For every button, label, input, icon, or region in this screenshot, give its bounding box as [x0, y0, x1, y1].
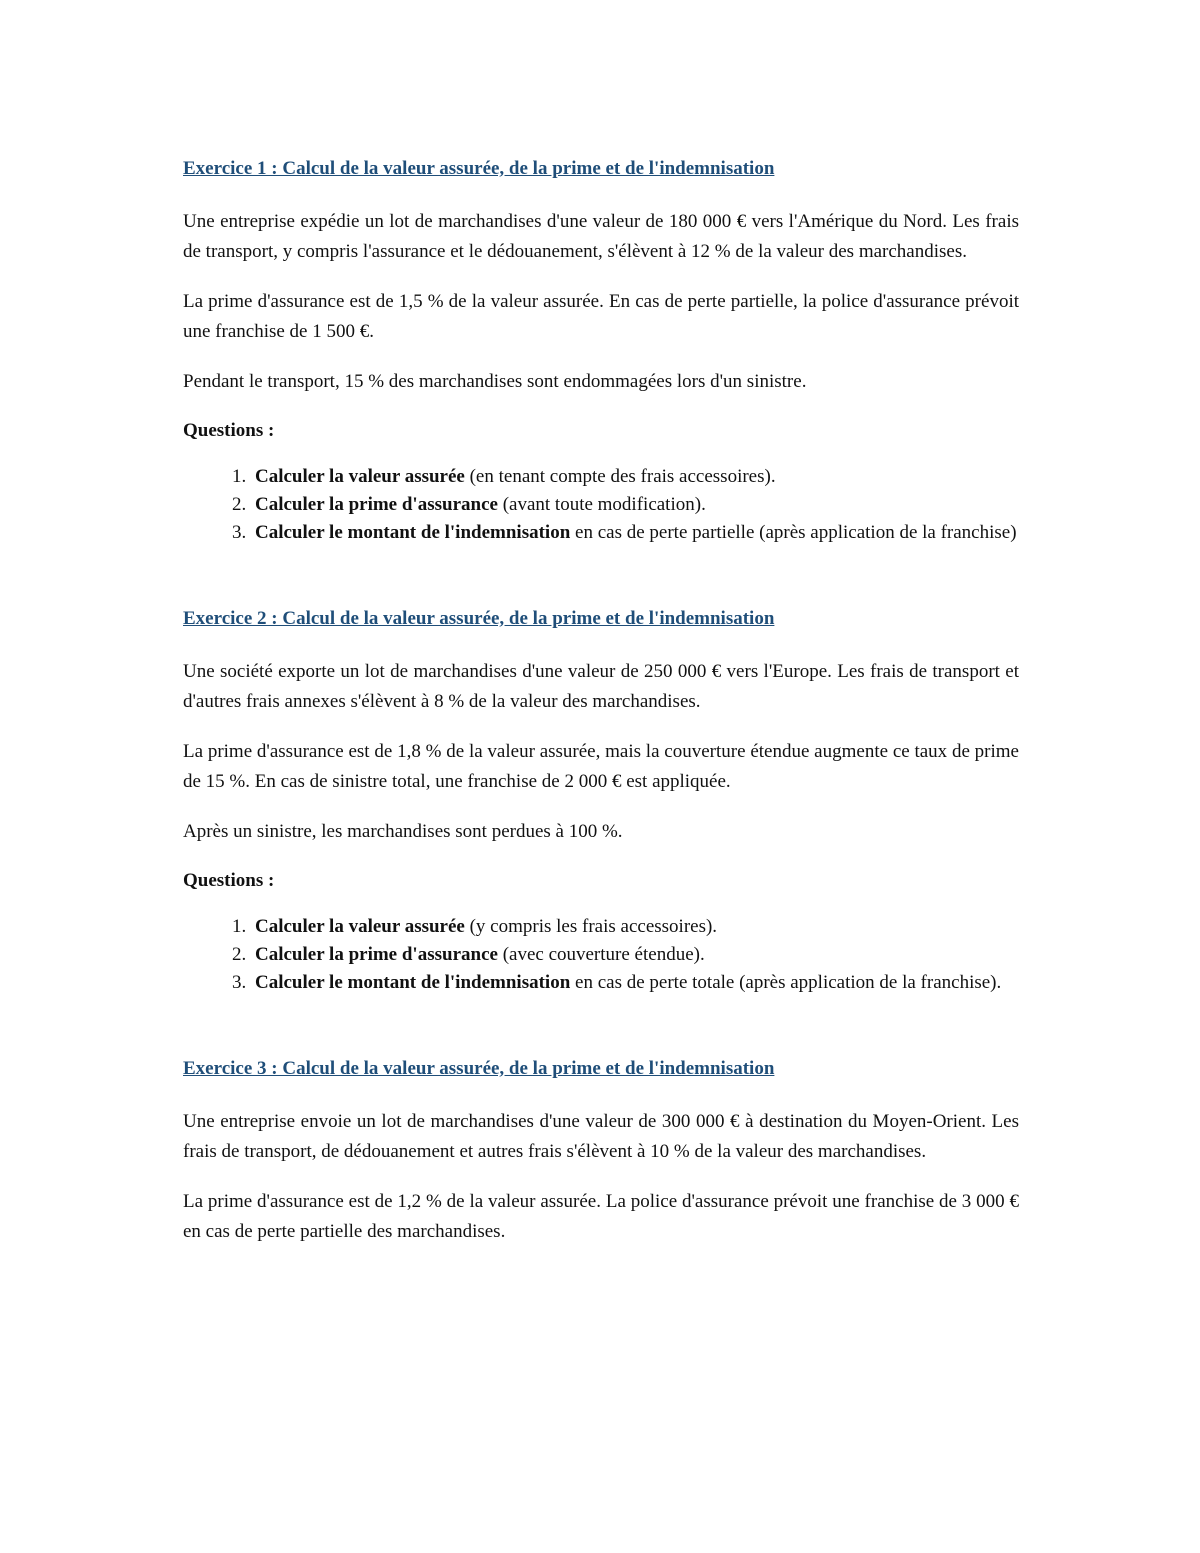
question-bold: Calculer la prime d'assurance	[255, 944, 498, 965]
question-text: en cas de perte totale (après application de la franchise).	[570, 972, 1002, 993]
paragraph: Pendant le transport, 15 % des marchandises sont endommagées lors d'un sinistre.	[183, 371, 807, 392]
paragraph: Après un sinistre, les marchandises sont perdues à 100 %.	[183, 821, 623, 842]
exercise-title: Exercice 2 : Calcul de la valeur assurée, de la prime et de l'indemnisation	[183, 608, 775, 629]
question-bold: Calculer la valeur assurée	[255, 916, 465, 937]
questions-heading: Questions :	[183, 870, 275, 891]
question-item	[251, 941, 1019, 969]
questions-list	[183, 913, 1019, 997]
exercise-2	[183, 605, 1019, 997]
question-text: en cas de perte partielle (après application de la franchise)	[570, 522, 1017, 543]
exercise-title: Exercice 1 : Calcul de la valeur assurée, de la prime et de l'indemnisation	[183, 158, 775, 179]
question-item	[251, 969, 1019, 997]
question-bold: Calculer la valeur assurée	[255, 466, 465, 487]
document-content	[183, 155, 1019, 1305]
question-bold: Calculer la prime d'assurance	[255, 494, 498, 515]
paragraph: La prime d'assurance est de 1,8 % de la valeur assurée, mais la couverture étendue augmente ce taux de prime de 15 %. En cas de sinistre total, une franchise de 2 000 € est appliquée.	[183, 741, 1019, 792]
question-bold: Calculer le montant de l'indemnisation	[255, 522, 571, 543]
questions-heading: Questions :	[183, 420, 275, 441]
paragraph: La prime d'assurance est de 1,5 % de la valeur assurée. En cas de perte partielle, la police d'assurance prévoit une franchise de 1 500 €.	[183, 291, 1019, 342]
question-item	[251, 491, 1019, 519]
exercise-1	[183, 155, 1019, 547]
paragraph: Une entreprise envoie un lot de marchandises d'une valeur de 300 000 € à destination du Moyen-Orient. Les frais de transport, de dédouanement et autres frais s'élèvent à 10 % de la valeur des marchandises.	[183, 1111, 1019, 1162]
exercise-3	[183, 1055, 1019, 1247]
paragraph: La prime d'assurance est de 1,2 % de la valeur assurée. La police d'assurance prévoit une franchise de 3 000 € en cas de perte partielle des marchandises.	[183, 1191, 1019, 1242]
paragraph: Une entreprise expédie un lot de marchandises d'une valeur de 180 000 € vers l'Amérique du Nord. Les frais de transport, y compris l'assurance et le dédouanement, s'élèvent à 12 % de la valeur des marchandises.	[183, 211, 1019, 262]
paragraph: Une société exporte un lot de marchandises d'une valeur de 250 000 € vers l'Europe. Les frais de transport et d'autres frais annexes s'élèvent à 8 % de la valeur des marchandises.	[183, 661, 1019, 712]
question-item	[251, 519, 1019, 547]
question-text: (avec couverture étendue).	[497, 944, 705, 965]
question-text: (en tenant compte des frais accessoires).	[464, 466, 776, 487]
question-text: (y compris les frais accessoires).	[464, 916, 718, 937]
question-item	[251, 463, 1019, 491]
questions-list	[183, 463, 1019, 547]
question-text: (avant toute modification).	[497, 494, 706, 515]
question-bold: Calculer le montant de l'indemnisation	[255, 972, 571, 993]
question-item	[251, 913, 1019, 941]
exercise-title: Exercice 3 : Calcul de la valeur assurée, de la prime et de l'indemnisation	[183, 1058, 775, 1079]
